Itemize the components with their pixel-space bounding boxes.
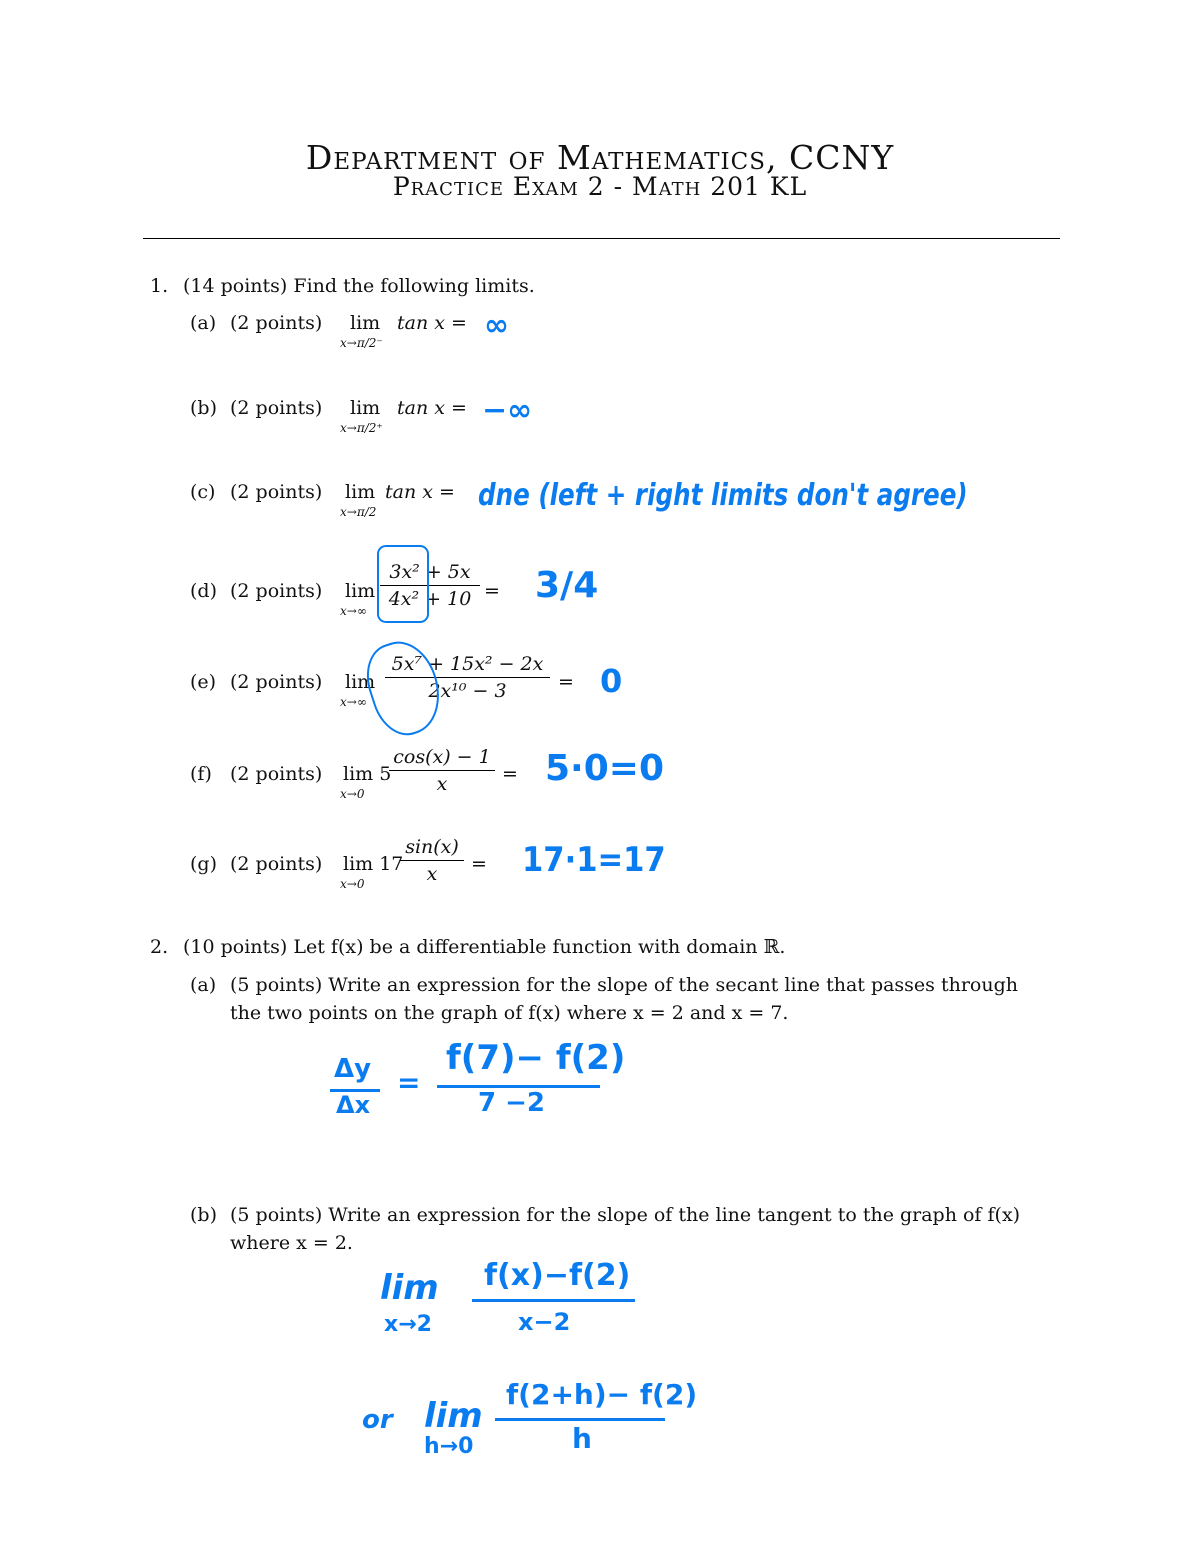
q2b-answer1-denominator: x−2 [518, 1308, 571, 1336]
q2-intro: (10 points) Let f(x) be a differentiable function with domain ℝ. [183, 936, 786, 958]
q2b-label: (b) [190, 1204, 217, 1226]
q1d-equals: = [484, 580, 500, 602]
q1e-lim-sub: x→∞ [340, 695, 367, 709]
q1e-numerator: 5x⁷ + 15x² − 2x [391, 653, 544, 675]
q2b-answer2-bar [495, 1418, 665, 1421]
q1g-fraction-bar [400, 860, 464, 861]
q1f-lim: lim 5 [343, 763, 392, 785]
q2b-answer1-sub: x→2 [384, 1312, 432, 1337]
q1c-lim: lim [345, 481, 376, 503]
q1f-fraction-bar [389, 770, 495, 771]
q1e-denominator: 2x¹⁰ − 3 [428, 680, 507, 702]
q1d-circle-annotation [377, 545, 429, 623]
q2a-prompt-line1: (5 points) Write an expression for the slope of the secant line that passes through [230, 974, 1018, 996]
q1f-numerator: cos(x) − 1 [393, 746, 491, 768]
exam-subtitle: Practice Exam 2 - Math 201 KL [392, 172, 808, 201]
q2a-answer-numerator: f(7)− f(2) [446, 1038, 626, 1078]
q1e-points: (2 points) [230, 671, 323, 693]
q2b-answer1-bar [472, 1299, 635, 1302]
q1f-label: (f) [190, 763, 212, 785]
q1e-label: (e) [190, 671, 217, 693]
q1-intro: (14 points) Find the following limits. [183, 275, 535, 297]
q2a-answer-dy: Δy [334, 1054, 372, 1084]
q1c-expr: tan x = [385, 481, 455, 503]
q1a-points: (2 points) [230, 312, 323, 334]
q2b-answer2-or: or [362, 1405, 393, 1435]
q1a-lim-sub: x→π/2⁻ [340, 336, 383, 350]
q1c-points: (2 points) [230, 481, 323, 503]
q1d-points: (2 points) [230, 580, 323, 602]
q2a-answer-denominator: 7 −2 [478, 1088, 546, 1118]
q1g-denominator: x [426, 863, 438, 885]
q1c-answer: dne (left + right limits don't agree) [478, 478, 968, 513]
q1b-lim: lim [350, 397, 381, 419]
q1f-points: (2 points) [230, 763, 323, 785]
q2a-prompt-line2: the two points on the graph of f(x) where x = 2 and x = 7. [230, 1002, 789, 1024]
q1a-answer: ∞ [484, 308, 509, 343]
q1b-label: (b) [190, 397, 217, 419]
q1g-label: (g) [190, 853, 217, 875]
q1b-expr: tan x = [397, 397, 467, 419]
q1d-numerator: 3x² + 5x [389, 561, 471, 583]
q1g-lim: lim 17 [343, 853, 404, 875]
q1a-lim: lim [350, 312, 381, 334]
q1f-fraction [389, 746, 495, 795]
q2a-answer-equals: = [397, 1066, 421, 1099]
q1d-lim-sub: x→∞ [340, 604, 367, 618]
q1c-lim-sub: x→π/2 [340, 505, 377, 519]
q2a-answer-dx: Δx [336, 1091, 371, 1119]
q2b-answer2-numerator: f(2+h)− f(2) [506, 1378, 698, 1411]
q1g-lim-sub: x→0 [340, 877, 365, 891]
q1f-equals: = [502, 763, 518, 785]
q1c-label: (c) [190, 481, 216, 503]
q2-number: 2. [150, 936, 169, 958]
q1b-points: (2 points) [230, 397, 323, 419]
q2b-prompt-line1: (5 points) Write an expression for the slope of the line tangent to the graph of f(x) [230, 1204, 1021, 1226]
q1b-lim-sub: x→π/2⁺ [340, 421, 383, 435]
q1-number: 1. [150, 275, 169, 297]
q1d-lim: lim [345, 580, 376, 602]
exam-department-title: Department of Mathematics, CCNY [305, 138, 895, 177]
q2b-prompt-line2: where x = 2. [230, 1232, 353, 1254]
q2b-answer2-denominator: h [572, 1422, 592, 1455]
q1f-lim-sub: x→0 [340, 787, 365, 801]
q1b-answer: −∞ [482, 393, 533, 428]
q1a-label: (a) [190, 312, 217, 334]
q2b-answer2-sub: h→0 [424, 1434, 474, 1459]
q1g-fraction [400, 836, 464, 885]
q1d-denominator: 4x² + 10 [388, 588, 472, 610]
q2b-answer2-lim: lim [424, 1396, 483, 1436]
q2b-answer1-lim: lim [380, 1268, 439, 1308]
header-divider [143, 238, 1060, 239]
q2b-answer1-numerator: f(x)−f(2) [484, 1258, 631, 1293]
q2a-label: (a) [190, 974, 217, 996]
q1e-circle-annotation [357, 633, 451, 743]
q1e-lim: lim [345, 671, 376, 693]
q1f-answer: 5·0=0 [545, 748, 664, 789]
q1f-denominator: x [436, 773, 448, 795]
q1g-answer: 17·1=17 [522, 840, 666, 880]
q1e-answer: 0 [600, 662, 623, 700]
q1d-answer: 3/4 [535, 565, 599, 606]
q1g-equals: = [471, 853, 487, 875]
q1g-points: (2 points) [230, 853, 323, 875]
q1d-label: (d) [190, 580, 217, 602]
q1g-numerator: sin(x) [405, 836, 459, 858]
q1e-equals: = [558, 671, 574, 693]
q1a-expr: tan x = [397, 312, 467, 334]
